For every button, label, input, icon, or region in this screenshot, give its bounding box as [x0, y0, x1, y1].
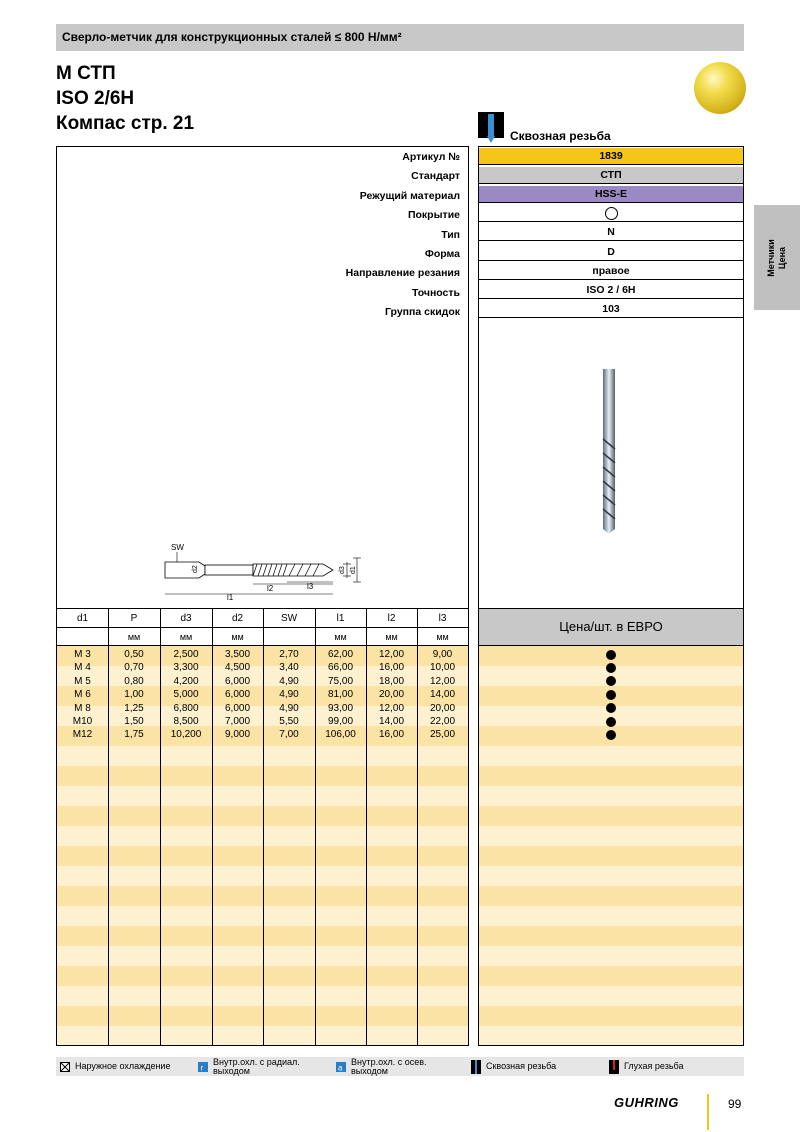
cell-sw: 5,50	[279, 716, 299, 727]
spec-value-standard: СТП	[479, 167, 743, 184]
legend-axial-cooling	[336, 1057, 427, 1076]
col-header-d1: d1	[76, 613, 89, 624]
brand-logo: GUHRING	[614, 1095, 679, 1110]
spec-value-type: N	[479, 224, 743, 241]
legend-axial-line2: выходом	[351, 1065, 388, 1076]
spec-label-article: Артикул №	[402, 151, 460, 163]
cell-d2: 3,500	[224, 649, 251, 660]
spec-value-coating	[479, 205, 743, 222]
through-thread-legend-icon	[471, 1060, 481, 1074]
cell-d2: 6,000	[224, 689, 251, 701]
col-header-sw: SW	[280, 613, 298, 624]
legend-external-cooling	[60, 1057, 170, 1076]
unit-sw	[263, 628, 315, 647]
cell-d1: M10	[72, 716, 93, 727]
cell-d3: 10,200	[170, 729, 202, 741]
cell-d1: M 5	[74, 675, 91, 687]
external-cooling-icon	[60, 1062, 70, 1072]
side-tab[interactable]	[754, 205, 800, 310]
availability-dot-icon	[606, 717, 616, 727]
cell-l3: 14,00	[429, 689, 456, 701]
product-titles	[56, 62, 194, 137]
legend-bar	[56, 1057, 744, 1076]
drawing-label-d1: d1	[350, 566, 357, 574]
value-frame	[478, 146, 744, 1046]
availability-dot-icon	[606, 690, 616, 700]
cell-l1: 62,00	[327, 649, 354, 660]
cell-l2: 20,00	[378, 689, 405, 701]
cell-d1: M 8	[74, 702, 91, 714]
unit-p: мм	[127, 632, 141, 642]
page-number: 99	[728, 1097, 742, 1111]
cell-d1: M 3	[74, 649, 91, 660]
drawing-label-l3: l3	[307, 582, 314, 591]
radial-cooling-icon	[198, 1062, 208, 1072]
drill-photo	[595, 369, 623, 534]
cell-l1: 75,00	[327, 675, 354, 687]
legend-radial-line2: выходом	[213, 1065, 250, 1076]
cell-d2: 6,000	[224, 702, 251, 714]
uncoated-circle-icon	[605, 207, 618, 220]
spec-label-coating: Покрытие	[407, 209, 460, 222]
cell-l3: 20,00	[429, 702, 456, 714]
spec-value-material: HSS-E	[479, 186, 743, 203]
legend-through-thread	[471, 1057, 556, 1076]
table-row	[57, 728, 468, 741]
technical-drawing	[157, 540, 437, 600]
cell-l1: 106,00	[325, 729, 356, 741]
cell-sw: 7,00	[279, 729, 299, 741]
cell-d1: M 6	[74, 689, 91, 701]
brand-divider	[707, 1094, 709, 1130]
cell-p: 1,50	[124, 716, 144, 727]
legend-blind-thread	[609, 1057, 683, 1076]
spec-value-direction: правое	[479, 263, 743, 280]
table-row	[57, 715, 468, 728]
side-tab-line-1: Метчики	[766, 238, 776, 277]
cell-p: 0,50	[124, 649, 144, 660]
table-row	[57, 702, 468, 715]
cell-l3: 22,00	[429, 716, 456, 727]
cell-d2: 7,000	[224, 716, 251, 727]
legend-blind-label: Глухая резьба	[624, 1061, 684, 1071]
col-header-d3: d3	[180, 613, 192, 624]
cell-l3: 9,00	[432, 649, 453, 660]
availability-dot-icon	[606, 730, 616, 740]
through-thread-icon	[478, 112, 504, 144]
title-line-2: ISO 2/6H	[56, 88, 135, 109]
availability-dot-icon	[606, 663, 616, 673]
blind-thread-legend-icon	[609, 1060, 619, 1074]
spec-frame	[56, 146, 469, 1046]
legend-external-label: Наружное охлаждение	[75, 1061, 171, 1071]
cell-l3: 10,00	[429, 662, 456, 674]
cell-p: 1,25	[124, 702, 144, 714]
cell-sw: 4,90	[279, 689, 299, 701]
cell-l2: 16,00	[378, 662, 405, 674]
cell-p: 0,80	[124, 675, 144, 687]
availability-dot-icon	[606, 650, 616, 660]
cell-d2: 6,000	[224, 675, 251, 687]
cell-l1: 66,00	[327, 662, 354, 674]
drawing-label-sw: SW	[171, 543, 184, 552]
unit-l3: мм	[436, 632, 449, 642]
col-header-l2: l2	[387, 613, 396, 624]
cell-p: 0,70	[124, 662, 144, 674]
cell-d1: M 4	[74, 662, 91, 674]
cell-p: 1,00	[124, 689, 144, 701]
cell-sw: 4,90	[279, 702, 299, 714]
table-row	[57, 661, 468, 674]
cell-d3: 5,000	[173, 689, 199, 701]
cell-sw: 3,40	[279, 662, 299, 674]
title-line-3: Компас стр. 21	[56, 113, 195, 134]
cell-d3: 8,500	[173, 716, 199, 727]
thread-type-label: Сквозная резьба	[510, 129, 611, 143]
spec-labels	[346, 148, 460, 323]
side-tab-line-2: Цена	[777, 246, 787, 269]
cell-l1: 99,00	[327, 716, 354, 727]
spec-label-material: Режущий материал	[359, 189, 460, 202]
spec-value-form: D	[479, 244, 743, 261]
table-row	[57, 648, 468, 661]
cell-d2: 4,500	[224, 662, 251, 674]
spec-value-tolerance: ISO 2 / 6H	[479, 282, 743, 299]
spec-label-form: Форма	[424, 247, 460, 260]
legend-through-label: Сквозная резьба	[486, 1061, 557, 1071]
cell-d3: 2,500	[173, 649, 199, 660]
unit-l1: мм	[334, 632, 347, 642]
cell-d1: M12	[72, 729, 93, 741]
legend-radial-line1: Внутр.охл. с радиал.	[213, 1056, 300, 1067]
col-header-d2: d2	[231, 613, 244, 624]
unit-d2: мм	[231, 632, 244, 642]
spec-value-article: 1839	[479, 148, 743, 165]
legend-radial-cooling	[198, 1057, 300, 1076]
unit-l2: мм	[385, 632, 398, 642]
legend-axial-line1: Внутр.охл. с осев.	[351, 1056, 427, 1067]
unit-d3: мм	[179, 632, 193, 642]
spec-label-type: Тип	[441, 228, 460, 241]
spec-label-direction: Направление резания	[345, 267, 460, 280]
spec-value-discount: 103	[479, 301, 743, 318]
svg-text:r: r	[200, 1063, 204, 1072]
svg-text:a: a	[338, 1063, 343, 1072]
cell-l3: 12,00	[429, 675, 456, 687]
cell-l3: 25,00	[429, 729, 456, 741]
cell-sw: 4,90	[279, 675, 299, 687]
cell-p: 1,75	[124, 729, 144, 741]
col-header-p: P	[130, 613, 138, 624]
axial-cooling-icon	[336, 1062, 346, 1072]
cell-l2: 18,00	[378, 675, 405, 687]
title-line-1: М СТП	[56, 63, 116, 84]
cell-d3: 4,200	[173, 675, 199, 687]
spec-label-tolerance: Точность	[411, 286, 460, 299]
table-row	[57, 688, 468, 701]
cell-l2: 14,00	[378, 716, 405, 727]
price-header: Цена/шт. в ЕВРО	[479, 608, 743, 646]
header-bar	[56, 24, 744, 51]
cell-l2: 12,00	[378, 702, 405, 714]
drawing-label-d3: d3	[339, 566, 346, 574]
cell-d2: 9,000	[224, 729, 251, 741]
col-header-l3: l3	[438, 613, 447, 624]
spec-label-standard: Стандарт	[411, 170, 460, 183]
drawing-label-l2: l2	[267, 584, 274, 593]
spec-label-discount: Группа скидок	[385, 306, 460, 319]
cell-l1: 81,00	[327, 689, 354, 701]
cell-l2: 12,00	[378, 649, 405, 660]
cell-l2: 16,00	[378, 729, 405, 741]
cell-l1: 93,00	[327, 702, 354, 714]
header-title: Сверло-метчик для конструкционных сталей ≤ 800 Н/мм²	[62, 30, 402, 44]
coating-ball-icon	[694, 62, 746, 114]
table-row	[57, 675, 468, 688]
drawing-label-d2: d2	[192, 565, 199, 573]
cell-sw: 2,70	[279, 649, 299, 660]
unit-d1	[57, 628, 108, 647]
drawing-label-l1: l1	[227, 593, 234, 600]
cell-d3: 6,800	[173, 702, 199, 714]
col-header-l1: l1	[336, 613, 345, 624]
cell-d3: 3,300	[173, 662, 199, 674]
